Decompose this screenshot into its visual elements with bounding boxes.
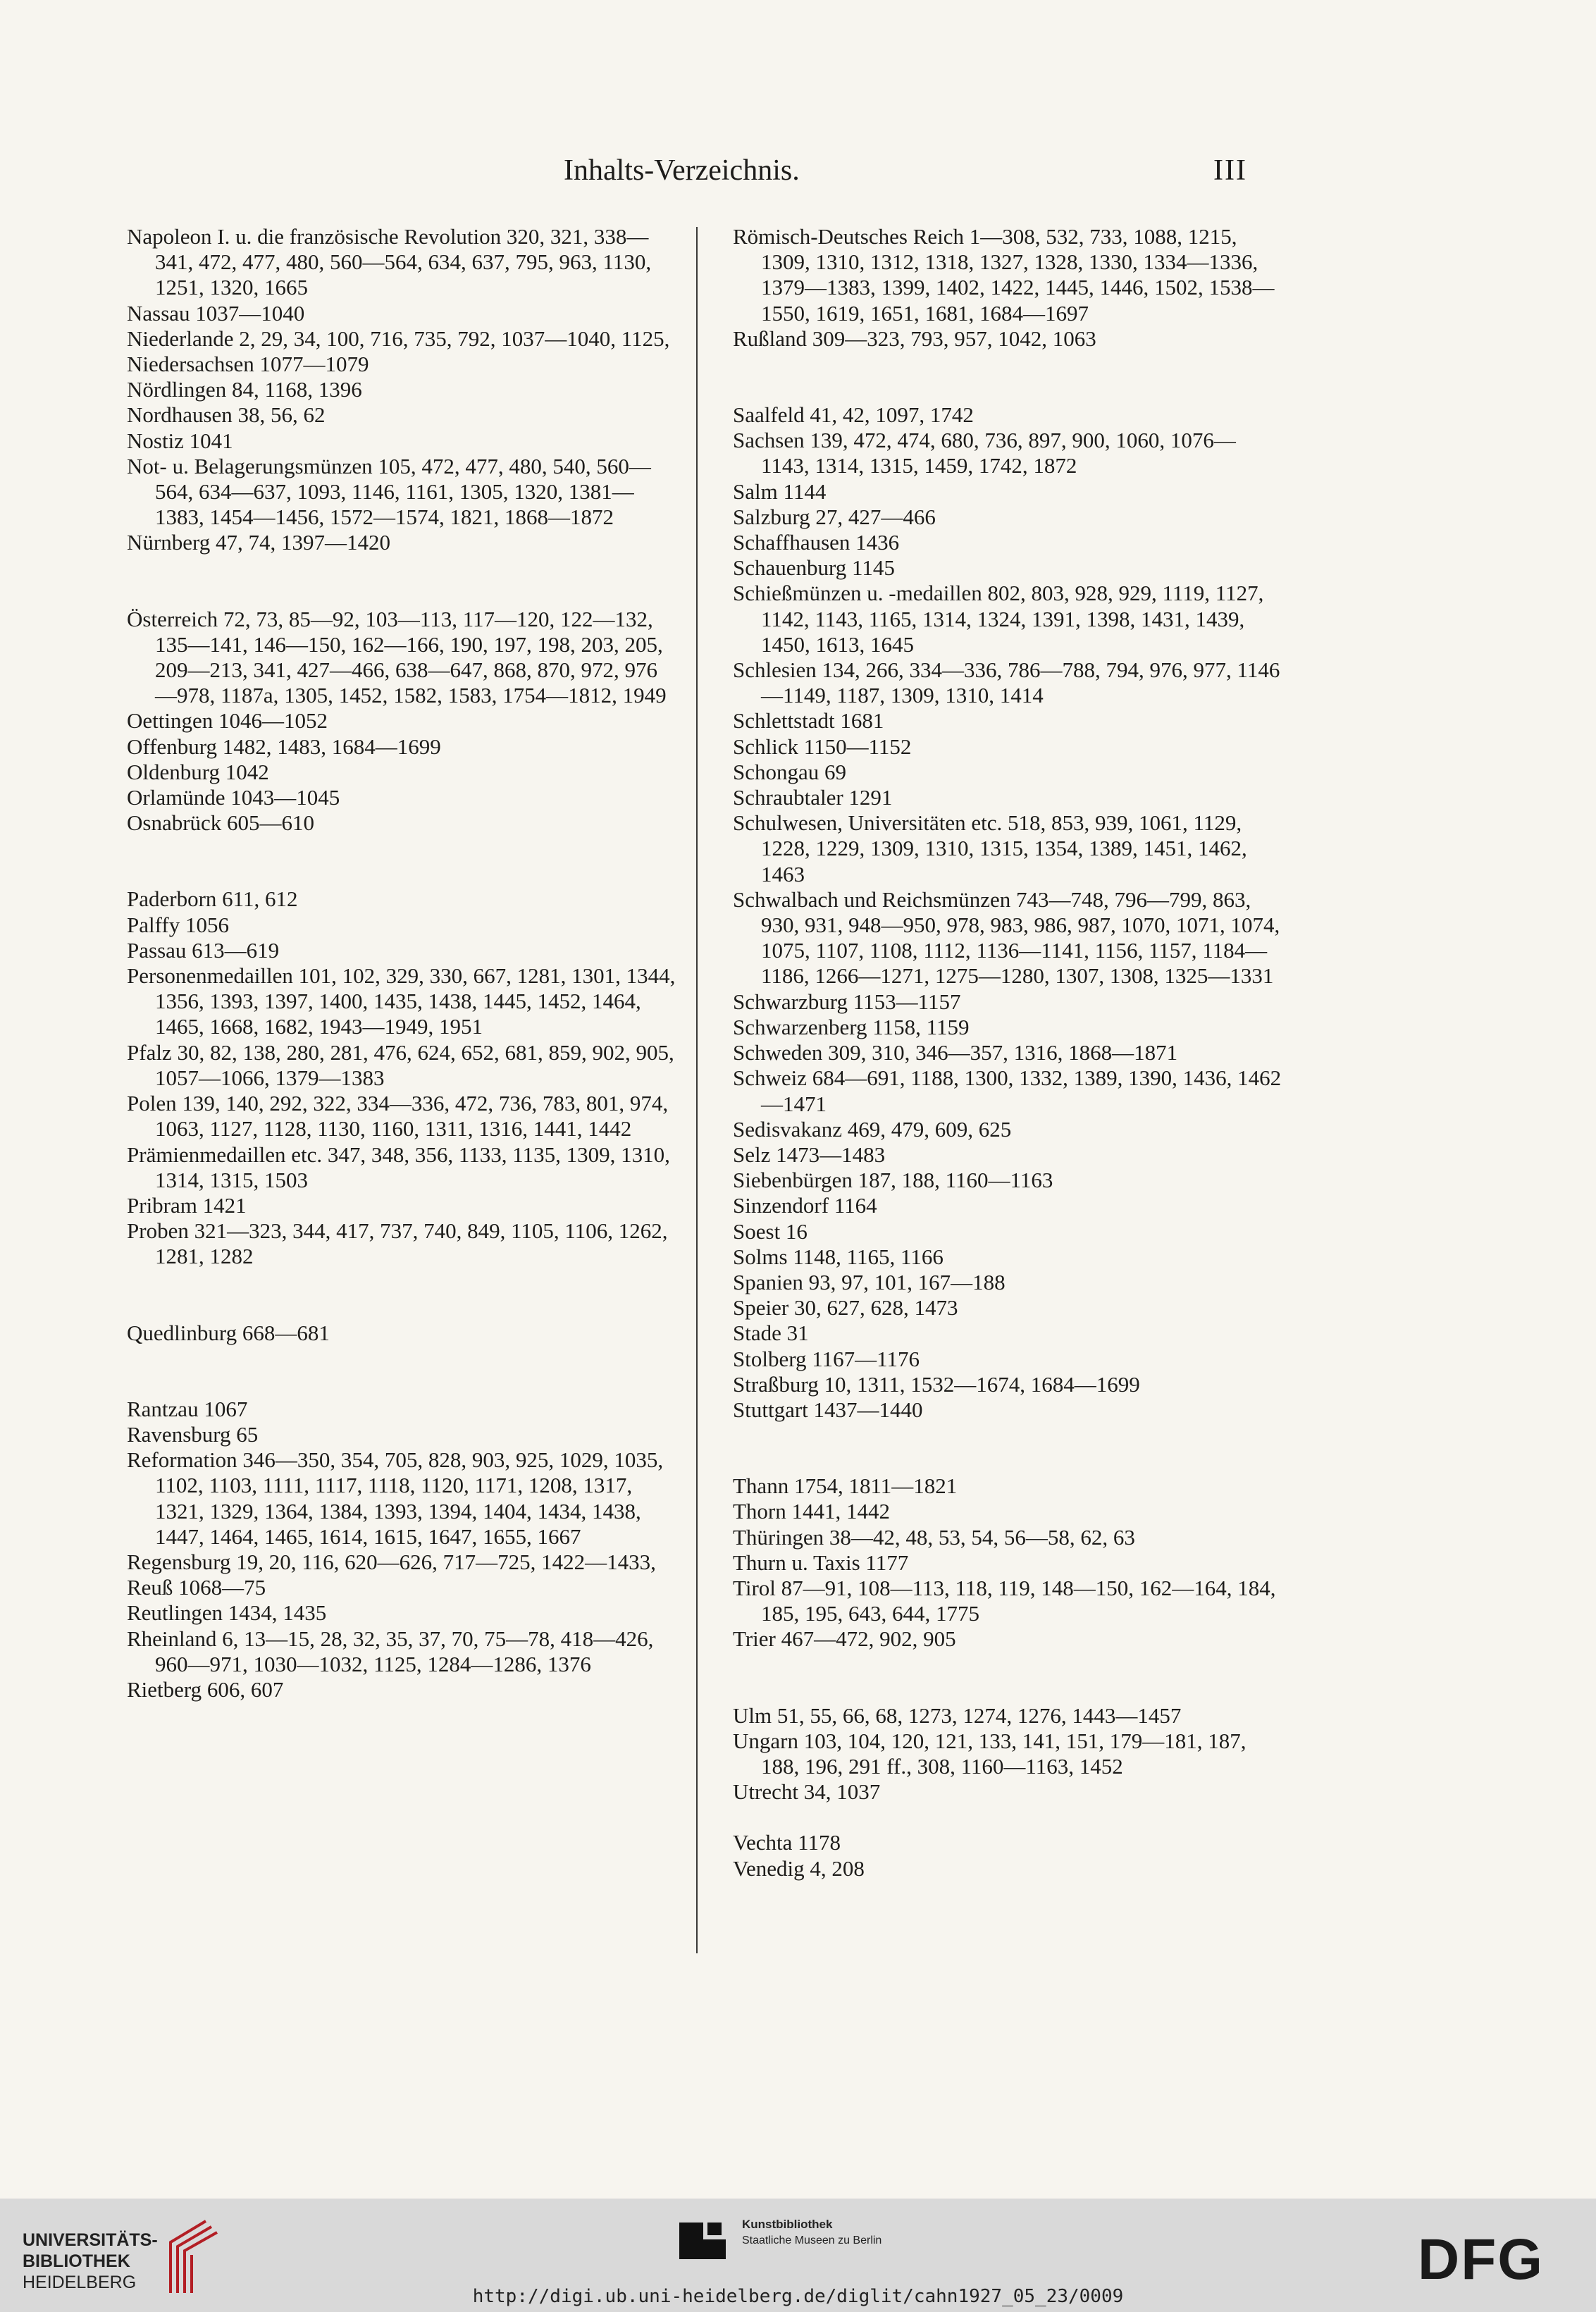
- index-entry: Rußland 309—323, 793, 957, 1042, 1063: [733, 326, 1096, 351]
- index-entry: Stolberg 1167—1176: [733, 1346, 920, 1371]
- index-entry: Oldenburg 1042: [127, 759, 269, 784]
- index-entry: Nostiz 1041: [127, 428, 233, 453]
- ub-heidelberg-logo[interactable]: [23, 2230, 158, 2293]
- ub-emblem-icon: [156, 2214, 220, 2297]
- index-entry: Rheinland 6, 13—15, 28, 32, 35, 37, 70, 75—78, 418—426, 960—971, 1030—1032, 1125, 1284—1286, 1376: [127, 1626, 654, 1676]
- index-column-right: [733, 224, 1282, 1881]
- section-gap: [127, 1346, 676, 1397]
- index-column-left: [127, 224, 676, 1702]
- section-gap: [733, 352, 1282, 402]
- index-entry: Stade 31: [733, 1321, 809, 1346]
- index-entry: Passau 613—619: [127, 937, 280, 963]
- kunstbibliothek-logo-icon[interactable]: [676, 2218, 744, 2268]
- index-entry: Rietberg 606, 607: [127, 1676, 284, 1702]
- index-entry: Nürnberg 47, 74, 1397—1420: [127, 530, 390, 555]
- kb-title: Kunstbibliothek: [742, 2218, 833, 2231]
- index-entry: Thorn 1441, 1442: [733, 1499, 891, 1524]
- section-gap: [127, 836, 676, 886]
- index-entry: Sachsen 139, 472, 474, 680, 736, 897, 900, 1060, 1076—1143, 1314, 1315, 1459, 1742, 1872: [733, 428, 1236, 478]
- index-entry: Salzburg 27, 427—466: [733, 504, 936, 529]
- index-entry: Orlamünde 1043—1045: [127, 785, 340, 810]
- index-entry: Siebenbürgen 187, 188, 1160—1163: [733, 1168, 1053, 1193]
- index-entry: Salm 1144: [733, 478, 827, 504]
- index-entry: Schweden 309, 310, 346—357, 1316, 1868—1871: [733, 1040, 1178, 1065]
- index-entry: Osnabrück 605—610: [127, 810, 315, 836]
- index-entry: Napoleon I. u. die französische Revolution 320, 321, 338—341, 472, 477, 480, 560—564, 634, 637, 795, 963, 1130, 1251, 1320, 1665: [127, 224, 652, 300]
- index-entry: Solms 1148, 1165, 1166: [733, 1244, 944, 1269]
- ub-logo-line3: HEIDELBERG: [23, 2273, 137, 2292]
- index-entry: Reformation 346—350, 354, 705, 828, 903, 925, 1029, 1035, 1102, 1103, 1111, 1117, 1118, 1120, 1171, 1208, 1317, 1321, 1329, 1364, 1384, 1393, 1394, 1404, 1434, 1438, 1447, 1464, 1465, 1614, 1615, 1647, 1655, 1667: [127, 1447, 664, 1549]
- index-entry: Thurn u. Taxis 1177: [733, 1550, 909, 1575]
- index-entry: Spanien 93, 97, 101, 167—188: [733, 1269, 1006, 1294]
- column-divider: [696, 227, 698, 1953]
- index-entry: Sinzendorf 1164: [733, 1193, 877, 1218]
- index-entry: Schauenburg 1145: [733, 555, 895, 581]
- index-entry: Schwarzburg 1153—1157: [733, 989, 961, 1014]
- index-entry: Ulm 51, 55, 66, 68, 1273, 1274, 1276, 1443—1457: [733, 1702, 1182, 1728]
- index-entry: Schwarzenberg 1158, 1159: [733, 1014, 970, 1039]
- index-entry: Rantzau 1067: [127, 1396, 248, 1421]
- section-gap: [127, 1270, 676, 1321]
- section-gap: [733, 1805, 1282, 1830]
- footer-bar: [0, 2199, 1596, 2312]
- index-entry: Straßburg 10, 1311, 1532—1674, 1684—1699: [733, 1371, 1140, 1397]
- index-entry: Österreich 72, 73, 85—92, 103—113, 117—120, 122—132, 135—141, 146—150, 162—166, 190, 197, 198, 203, 205, 209—213, 341, 427—466, 638—647, 868, 870, 972, 976—978, 1187a, 1305, 1452, 1582, 1583, 1754—1812, 1949: [127, 606, 667, 708]
- index-entry: Reuß 1068—75: [127, 1575, 266, 1600]
- index-entry: Nordhausen 38, 56, 62: [127, 402, 326, 428]
- index-entry: Ungarn 103, 104, 120, 121, 133, 141, 151, 179—181, 187, 188, 196, 291 ff., 308, 1160—1163, 1452: [733, 1728, 1247, 1779]
- index-entry: Trier 467—472, 902, 905: [733, 1626, 956, 1652]
- index-entry: Nördlingen 84, 1168, 1396: [127, 377, 362, 402]
- kb-subtitle: Staatliche Museen zu Berlin: [742, 2234, 882, 2246]
- index-entry: Paderborn 611, 612: [127, 886, 298, 912]
- index-entry: Not- u. Belagerungsmünzen 105, 472, 477, 480, 540, 560—564, 634—637, 1093, 1146, 1161, 1305, 1320, 1381—1383, 1454—1456, 1572—1574, 1821, 1868—1872: [127, 453, 651, 530]
- index-entry: Pribram 1421: [127, 1192, 247, 1218]
- index-entry: Schweiz 684—691, 1188, 1300, 1332, 1389, 1390, 1436, 1462—1471: [733, 1065, 1282, 1116]
- index-entry: Schießmünzen u. -medaillen 802, 803, 928, 929, 1119, 1127, 1142, 1143, 1165, 1314, 1324, 1391, 1398, 1431, 1439, 1450, 1613, 1645: [733, 581, 1264, 657]
- index-entry: Niederlande 2, 29, 34, 100, 716, 735, 792, 1037—1040, 1125,: [127, 326, 670, 351]
- index-entry: Schraubtaler 1291: [733, 785, 893, 810]
- section-gap: [733, 1423, 1282, 1473]
- page-number: III: [1213, 154, 1247, 187]
- index-entry: Tirol 87—91, 108—113, 118, 119, 148—150, 162—164, 184, 185, 195, 643, 644, 1775: [733, 1575, 1276, 1626]
- index-entry: Schwalbach und Reichsmünzen 743—748, 796—799, 863, 930, 931, 948—950, 978, 983, 986, 987, 1070, 1071, 1074, 1075, 1107, 1108, 1112, 1136—1141, 1156, 1157, 1184—1186, 1266—1271, 1275—1280, 1307, 1308, 1325—1331: [733, 886, 1280, 989]
- index-entry: Utrecht 34, 1037: [733, 1779, 881, 1805]
- index-entry: Prämienmedaillen etc. 347, 348, 356, 1133, 1135, 1309, 1310, 1314, 1315, 1503: [127, 1142, 670, 1192]
- index-entry: Römisch-Deutsches Reich 1—308, 532, 733, 1088, 1215, 1309, 1310, 1312, 1318, 1327, 1328, 1330, 1334—1336, 1379—1383, 1399, 1402, 1422, 1445, 1446, 1502, 1538—1550, 1619, 1651, 1681, 1684—1697: [733, 224, 1275, 326]
- index-entry: Schlick 1150—1152: [733, 734, 912, 759]
- ub-logo-line2: BIBLIOTHEK: [23, 2251, 130, 2271]
- index-entry: Speier 30, 627, 628, 1473: [733, 1295, 958, 1321]
- section-gap: [127, 556, 676, 607]
- index-entry: Soest 16: [733, 1218, 808, 1244]
- permalink-url[interactable]: http://digi.ub.uni-heidelberg.de/diglit/cahn1927_05_23/0009: [472, 2286, 1124, 2307]
- index-entry: Offenburg 1482, 1483, 1684—1699: [127, 734, 441, 759]
- index-entry: Schongau 69: [733, 759, 847, 784]
- index-entry: Schlesien 134, 266, 334—336, 786—788, 794, 976, 977, 1146—1149, 1187, 1309, 1310, 1414: [733, 657, 1280, 708]
- index-entry: Palffy 1056: [127, 912, 229, 937]
- index-entry: Venedig 4, 208: [733, 1855, 865, 1881]
- index-entry: Proben 321—323, 344, 417, 737, 740, 849, 1105, 1106, 1262, 1281, 1282: [127, 1218, 668, 1269]
- index-entry: Saalfeld 41, 42, 1097, 1742: [733, 402, 974, 428]
- index-entry: Ravensburg 65: [127, 1421, 259, 1447]
- index-entry: Quedlinburg 668—681: [127, 1320, 330, 1345]
- kunstbibliothek-text: [742, 2217, 881, 2249]
- index-entry: Selz 1473—1483: [733, 1142, 886, 1167]
- ub-logo-line1: UNIVERSITÄTS-: [23, 2230, 158, 2250]
- dfg-logo[interactable]: DFG: [1418, 2227, 1545, 2292]
- index-entry: Reutlingen 1434, 1435: [127, 1600, 327, 1626]
- section-gap: [733, 1652, 1282, 1703]
- index-entry: Oettingen 1046—1052: [127, 708, 328, 734]
- index-entry: Nassau 1037—1040: [127, 300, 305, 326]
- index-entry: Sedisvakanz 469, 479, 609, 625: [733, 1116, 1012, 1142]
- index-entry: Schulwesen, Universitäten etc. 518, 853, 939, 1061, 1129, 1228, 1229, 1309, 1310, 1315, 1354, 1389, 1451, 1462, 1463: [733, 810, 1247, 886]
- index-entry: Pfalz 30, 82, 138, 280, 281, 476, 624, 652, 681, 859, 902, 905, 1057—1066, 1379—1383: [127, 1039, 674, 1090]
- index-entry: Schaffhausen 1436: [733, 530, 900, 555]
- index-entry: Polen 139, 140, 292, 322, 334—336, 472, 736, 783, 801, 974, 1063, 1127, 1128, 1130, 1160, 1311, 1316, 1441, 1442: [127, 1091, 669, 1142]
- index-entry: Stuttgart 1437—1440: [733, 1397, 923, 1422]
- index-entry: Niedersachsen 1077—1079: [127, 352, 369, 377]
- index-entry: Vechta 1178: [733, 1830, 841, 1855]
- index-entry: Thann 1754, 1811—1821: [733, 1473, 958, 1499]
- index-entry: Personenmedaillen 101, 102, 329, 330, 667, 1281, 1301, 1344, 1356, 1393, 1397, 1400, 1435, 1438, 1445, 1452, 1464, 1465, 1668, 1682, 1943—1949, 1951: [127, 963, 676, 1039]
- page-title: Inhalts-Verzeichnis.: [564, 154, 800, 187]
- index-entry: Thüringen 38—42, 48, 53, 54, 56—58, 62, 63: [733, 1524, 1135, 1550]
- index-entry: Regensburg 19, 20, 116, 620—626, 717—725, 1422—1433,: [127, 1549, 656, 1574]
- index-entry: Schlettstadt 1681: [733, 708, 884, 734]
